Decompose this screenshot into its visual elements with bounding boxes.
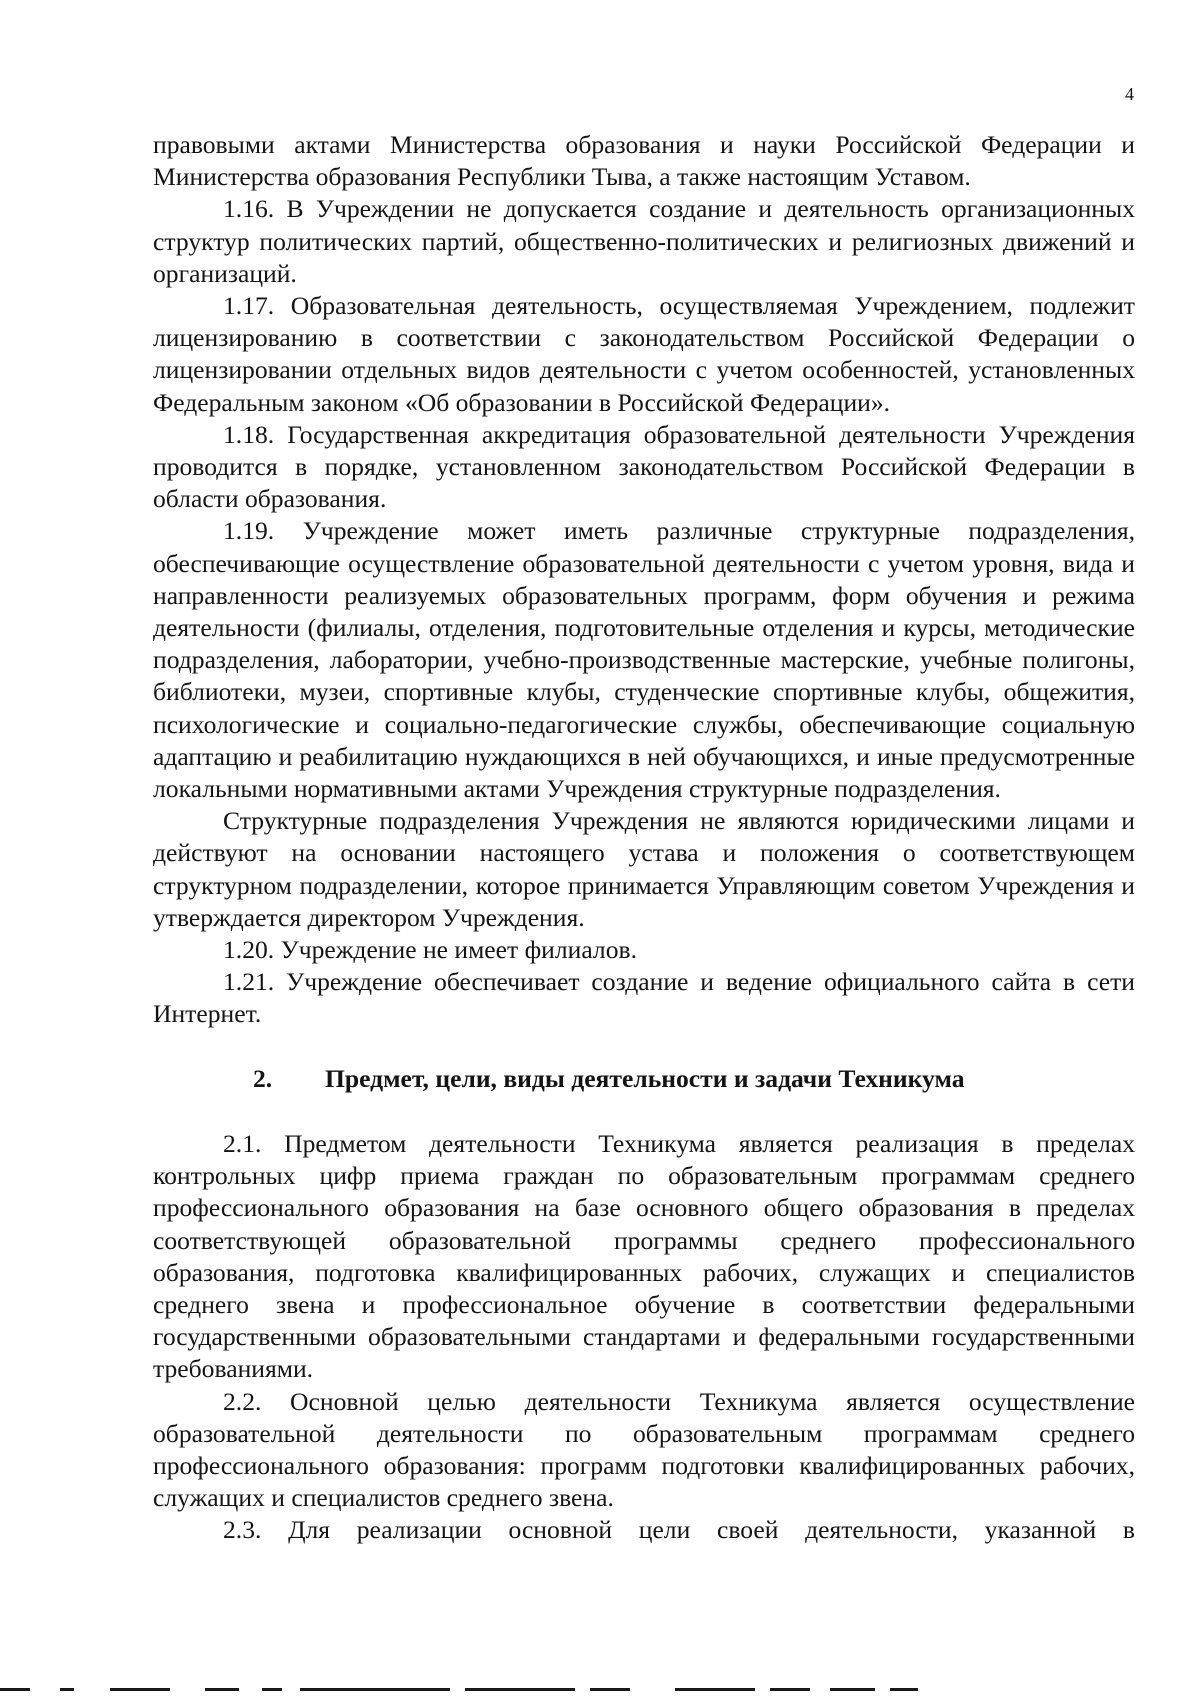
paragraph-1-18: 1.18. Государственная аккредитация образовательной деятельности Учреждения проводится в порядке, установленном законодательством Российской Федерации в области образования. <box>153 419 1135 514</box>
section-heading <box>153 1063 1135 1095</box>
paragraph-continuation: правовыми актами Министерства образования и науки Российской Федерации и Министерства образования Республики Тыва, а также настоящим Уставом. <box>153 130 1135 192</box>
paragraph-structural-units: Структурные подразделения Учреждения не являются юридическими лицами и действуют на основании настоящего устава и положения о соответствующем структурном подразделении, которое принимается Управляющим советом Учреждения и утверждается директором Учреждения. <box>153 806 1135 932</box>
page-number: 4 <box>1125 84 1134 104</box>
paragraph-2-1: 2.1. Предметом деятельности Техникума является реализация в пределах контрольных цифр приема граждан по образовательным программам среднего профессионального образования на базе основного общего образования в пределах соответствующей образовательной программы среднего профессионального образования, подготовка квалифицированных рабочих, служащих и специалистов среднего звена и профессиональное обучение в соответствии федеральными государственными образовательными стандартами и федеральными государственными требованиями. <box>153 1128 1135 1384</box>
paragraph-1-20: 1.20. Учреждение не имеет филиалов. <box>223 935 637 965</box>
document-body <box>153 129 1135 1547</box>
section-title: Предмет, цели, виды деятельности и задачи Техникума <box>325 1063 965 1093</box>
paragraph-2-3: 2.3. Для реализации основной цели своей деятельности, указанной в <box>223 1515 1135 1545</box>
paragraph-2-2: 2.2. Основной целью деятельности Техникума является осуществление образовательной деятельности по образовательным программам среднего профессионального образования: программ подготовки квалифицированных рабочих, служащих и специалистов среднего звена. <box>153 1386 1135 1513</box>
scan-bottom-artifact <box>0 1688 1200 1692</box>
paragraph-1-19: 1.19. Учреждение может иметь различные структурные подразделения, обеспечивающие осуществление образовательной деятельности с учетом уровня, вида и направленности реализуемых образовательных программ, форм обучения и режима деятельности (филиалы, отделения, подготовительные отделения и курсы, методические подразделения, лаборатории, учебно-производственные мастерские, учебные полигоны, библиотеки, музеи, спортивные клубы, студенческие спортивные клубы, общежития, психологические и социально-педагогические службы, обеспечивающие социальную адаптацию и реабилитацию нуждающихся в ней обучающихся, и иные предусмотренные локальными нормативными актами Учреждения структурные подразделения. <box>153 516 1135 804</box>
paragraph-1-16: 1.16. В Учреждении не допускается создание и деятельность организационных структур политических партий, общественно-политических и религиозных движений и организаций. <box>153 194 1135 288</box>
section-number: 2. <box>253 1063 273 1093</box>
paragraph-1-21: 1.21. Учреждение обеспечивает создание и ведение официального сайта в сети Интернет. <box>153 967 1135 1029</box>
paragraph-1-17: 1.17. Образовательная деятельность, осуществляемая Учреждением, подлежит лицензированию в соответствии с законодательством Российской Федерации о лицензировании отдельных видов деятельности с учетом особенностей, установленных Федеральным законом «Об образовании в Российской Федерации». <box>153 291 1135 417</box>
